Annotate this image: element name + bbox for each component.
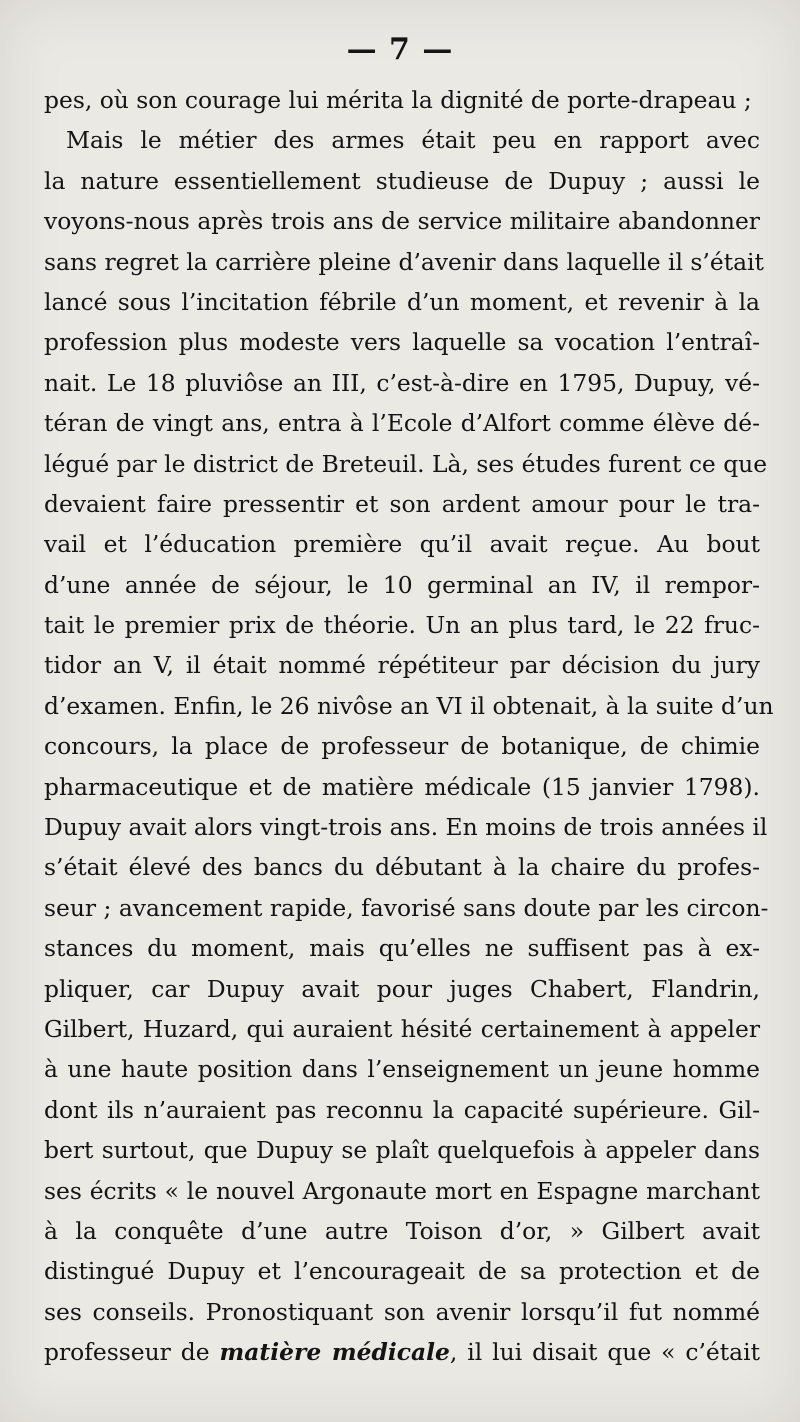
text-line: pharmaceutique et de matière médicale (15 janvier 1798). bbox=[44, 772, 760, 801]
text-line: légué par le district de Breteuil. Là, ses études furent ce que bbox=[44, 449, 768, 478]
text-line: devaient faire pressentir et son ardent amour pour le tra- bbox=[44, 489, 760, 518]
text-line: pliquer, car Dupuy avait pour juges Chabert, Flandrin, bbox=[44, 974, 760, 1003]
text-line: tait le premier prix de théorie. Un an plus tard, le 22 fruc- bbox=[44, 611, 760, 640]
text-fragment: professeur de bbox=[44, 1338, 220, 1367]
text-line: tidor an V, il était nommé répétiteur par décision du jury bbox=[44, 651, 760, 680]
text-line: vail et l’éducation première qu’il avait reçue. Au bout bbox=[44, 530, 760, 559]
text-line: ses conseils. Pronostiquant son avenir lorsqu’il fut nommé bbox=[44, 1297, 760, 1326]
text-line: bert surtout, que Dupuy se plaît quelquefois à appeler dans bbox=[44, 1136, 760, 1165]
text-line: seur ; avancement rapide, favorisé sans doute par les circon- bbox=[44, 893, 769, 922]
text-line: Dupuy avait alors vingt-trois ans. En moins de trois années il bbox=[44, 813, 768, 842]
text-line: téran de vingt ans, entra à l’Ecole d’Alfort comme élève dé- bbox=[44, 409, 760, 438]
text-line: profession plus modeste vers laquelle sa vocation l’entraî- bbox=[44, 328, 760, 357]
text-line: d’une année de séjour, le 10 germinal an IV, il rempor- bbox=[44, 570, 760, 599]
text-line: voyons-nous après trois ans de service militaire abandonner bbox=[44, 207, 760, 236]
text-line: sans regret la carrière pleine d’avenir dans laquelle il s’était bbox=[44, 247, 764, 276]
emphasized-term: matière médicale bbox=[219, 1338, 450, 1367]
body-text bbox=[44, 80, 774, 1373]
text-line: Gilbert, Huzard, qui auraient hésité certainement à appeler bbox=[44, 1014, 760, 1043]
text-line: s’était élevé des bancs du débutant à la chaire du profes- bbox=[44, 853, 760, 882]
text-line: à la conquête d’une autre Toison d’or, » Gilbert avait bbox=[44, 1216, 760, 1245]
text-line: à une haute position dans l’enseignement un jeune homme bbox=[44, 1055, 760, 1084]
text-line: d’examen. Enfin, le 26 nivôse an VI il obtenait, à la suite d’un bbox=[44, 691, 774, 720]
text-fragment: , il lui disait que « c’était bbox=[449, 1338, 760, 1367]
text-line: lancé sous l’incitation fébrile d’un moment, et revenir à la bbox=[44, 287, 760, 316]
text-line: nait. Le 18 pluviôse an III, c’est-à-dire en 1795, Dupuy, vé- bbox=[44, 368, 760, 397]
text-line: ses écrits « le nouvel Argonaute mort en Espagne marchant bbox=[44, 1176, 760, 1205]
text-line: la nature essentiellement studieuse de Dupuy ; aussi le bbox=[44, 166, 760, 195]
text-line: stances du moment, mais qu’elles ne suffisent pas à ex- bbox=[44, 934, 760, 963]
text-line: Mais le métier des armes était peu en rapport avec bbox=[66, 126, 760, 155]
text-line-final bbox=[44, 1332, 760, 1372]
text-line: distingué Dupuy et l’encourageait de sa protection et de bbox=[44, 1257, 760, 1286]
page-number: — 7 — bbox=[346, 32, 454, 67]
text-line: concours, la place de professeur de botanique, de chimie bbox=[44, 732, 760, 761]
text-line: pes, où son courage lui mérita la dignité de porte-drapeau ; bbox=[44, 86, 752, 114]
text-line: dont ils n’auraient pas reconnu la capacité supérieure. Gil- bbox=[44, 1095, 760, 1124]
